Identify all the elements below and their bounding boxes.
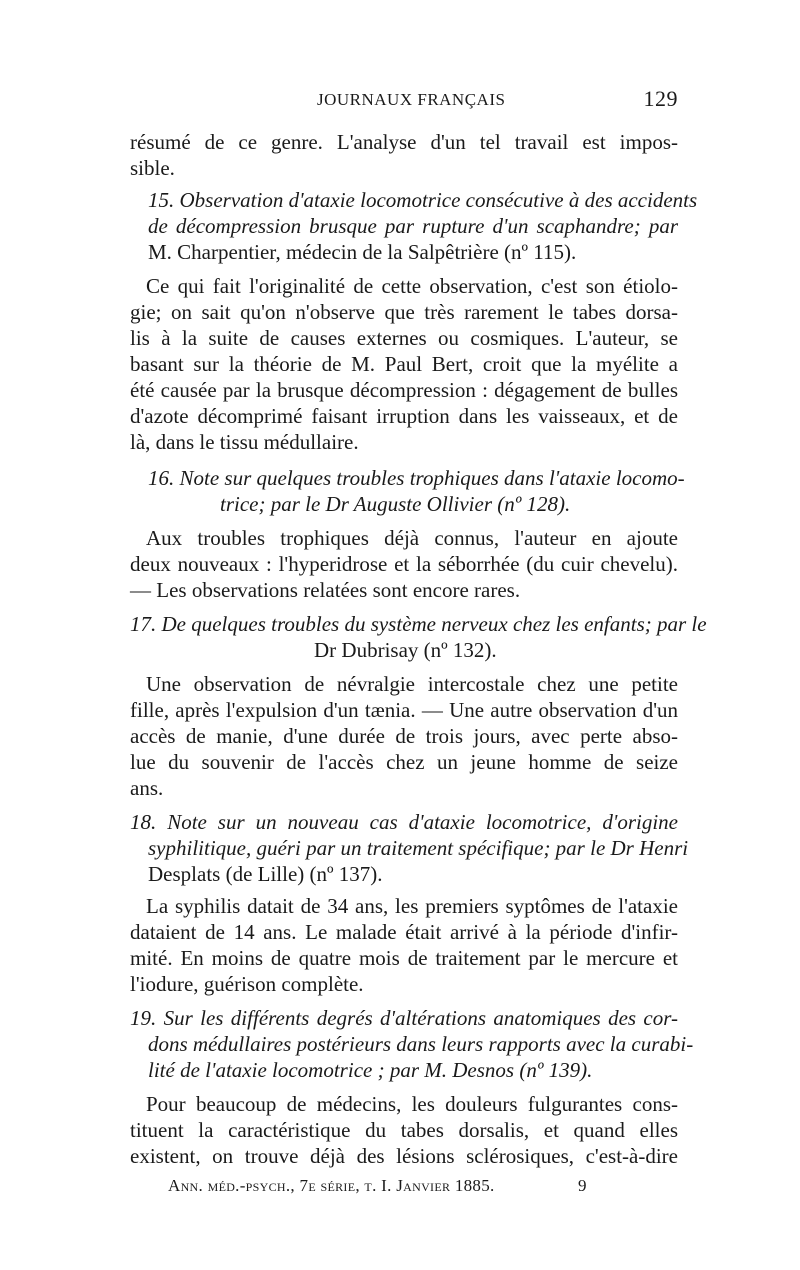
- text-line: Aux troubles trophiques déjà connus, l'auteur en ajoute: [146, 526, 678, 550]
- text-line: lue du souvenir de l'accès chez un jeune homme de seize: [130, 750, 678, 774]
- page-number: 129: [643, 86, 678, 111]
- text-line: deux nouveaux : l'hyperidrose et la séborrhée (du cuir chevelu).: [130, 552, 678, 576]
- text-line: — Les observations relatées sont encore rares.: [130, 578, 521, 602]
- text-line: Pour beaucoup de médecins, les douleurs fulgurantes cons-: [146, 1092, 678, 1116]
- entry-heading-17: Dr Dubrisay (nº 132).: [314, 638, 497, 662]
- entry-heading-19: dons médullaires postérieurs dans leurs rapports avec la curabi-: [148, 1032, 694, 1056]
- text-line: résumé de ce genre. L'analyse d'un tel travail est impos-: [130, 130, 678, 154]
- signature-mark: 9: [578, 1176, 587, 1195]
- text-line: mité. En moins de quatre mois de traitement par le mercure et: [130, 946, 678, 970]
- entry-heading-19: 19. Sur les différents degrés d'altérations anatomiques des cor-: [130, 1006, 678, 1030]
- entry-heading-15: 15. Observation d'ataxie locomotrice consécutive à des accidents: [148, 188, 698, 212]
- text-line: basant sur la théorie de M. Paul Bert, croit que la myélite a: [130, 352, 678, 376]
- entry-heading-18: 18. Note sur un nouveau cas d'ataxie locomotrice, d'origine: [130, 810, 678, 834]
- entry-heading-18: syphilitique, guéri par un traitement spécifique; par le Dr Henri: [148, 836, 689, 860]
- text-line: La syphilis datait de 34 ans, les premiers syptômes de l'ataxie: [146, 894, 678, 918]
- journal-citation: Ann. méd.-psych., 7e série, t. I. Janvier 1885.: [168, 1176, 495, 1195]
- text-line: sible.: [130, 156, 175, 180]
- text-line: fille, après l'expulsion d'un tænia. — Une autre observation d'un: [130, 698, 678, 722]
- running-header: [130, 86, 678, 116]
- entry-heading-16: trice; par le Dr Auguste Ollivier (nº 128).: [220, 492, 571, 516]
- entry-heading-15: de décompression brusque par rupture d'un scaphandre; par: [148, 214, 678, 238]
- text-line: là, dans le tissu médullaire.: [130, 430, 359, 454]
- entry-heading-15: M. Charpentier, médecin de la Salpêtrière (nº 115).: [148, 240, 577, 264]
- entry-heading-18: Desplats (de Lille) (nº 137).: [148, 862, 383, 886]
- text-line: Une observation de névralgie intercostale chez une petite: [146, 672, 678, 696]
- text-line: ans.: [130, 776, 164, 800]
- text-line: tituent la caractéristique du tabes dorsalis, et quand elles: [130, 1118, 678, 1142]
- text-line: lis à la suite de causes externes ou cosmiques. L'auteur, se: [130, 326, 678, 350]
- entry-heading-17: 17. De quelques troubles du système nerveux chez les enfants; par le: [130, 612, 707, 636]
- entry-heading-19: lité de l'ataxie locomotrice ; par M. Desnos (nº 139).: [148, 1058, 593, 1082]
- text-line: été causée par la brusque décompression : dégagement de bulles: [130, 378, 678, 402]
- text-line: existent, on trouve déjà des lésions sclérosiques, c'est-à-dire: [130, 1144, 678, 1168]
- entry-heading-16: 16. Note sur quelques troubles trophiques dans l'ataxie locomo-: [148, 466, 685, 490]
- text-line: l'iodure, guérison complète.: [130, 972, 364, 996]
- running-title: JOURNAUX FRANÇAIS: [317, 90, 506, 109]
- text-line: d'azote décomprimé faisant irruption dans les vaisseaux, et de: [130, 404, 678, 428]
- text-line: Ce qui fait l'originalité de cette observation, c'est son étiolo-: [146, 274, 678, 298]
- text-line: dataient de 14 ans. Le malade était arrivé à la période d'infir-: [130, 920, 678, 944]
- page-footer: [168, 1176, 648, 1196]
- text-line: accès de manie, d'une durée de trois jours, avec perte abso-: [130, 724, 678, 748]
- text-line: gie; on sait qu'on n'observe que très rarement le tabes dorsa-: [130, 300, 678, 324]
